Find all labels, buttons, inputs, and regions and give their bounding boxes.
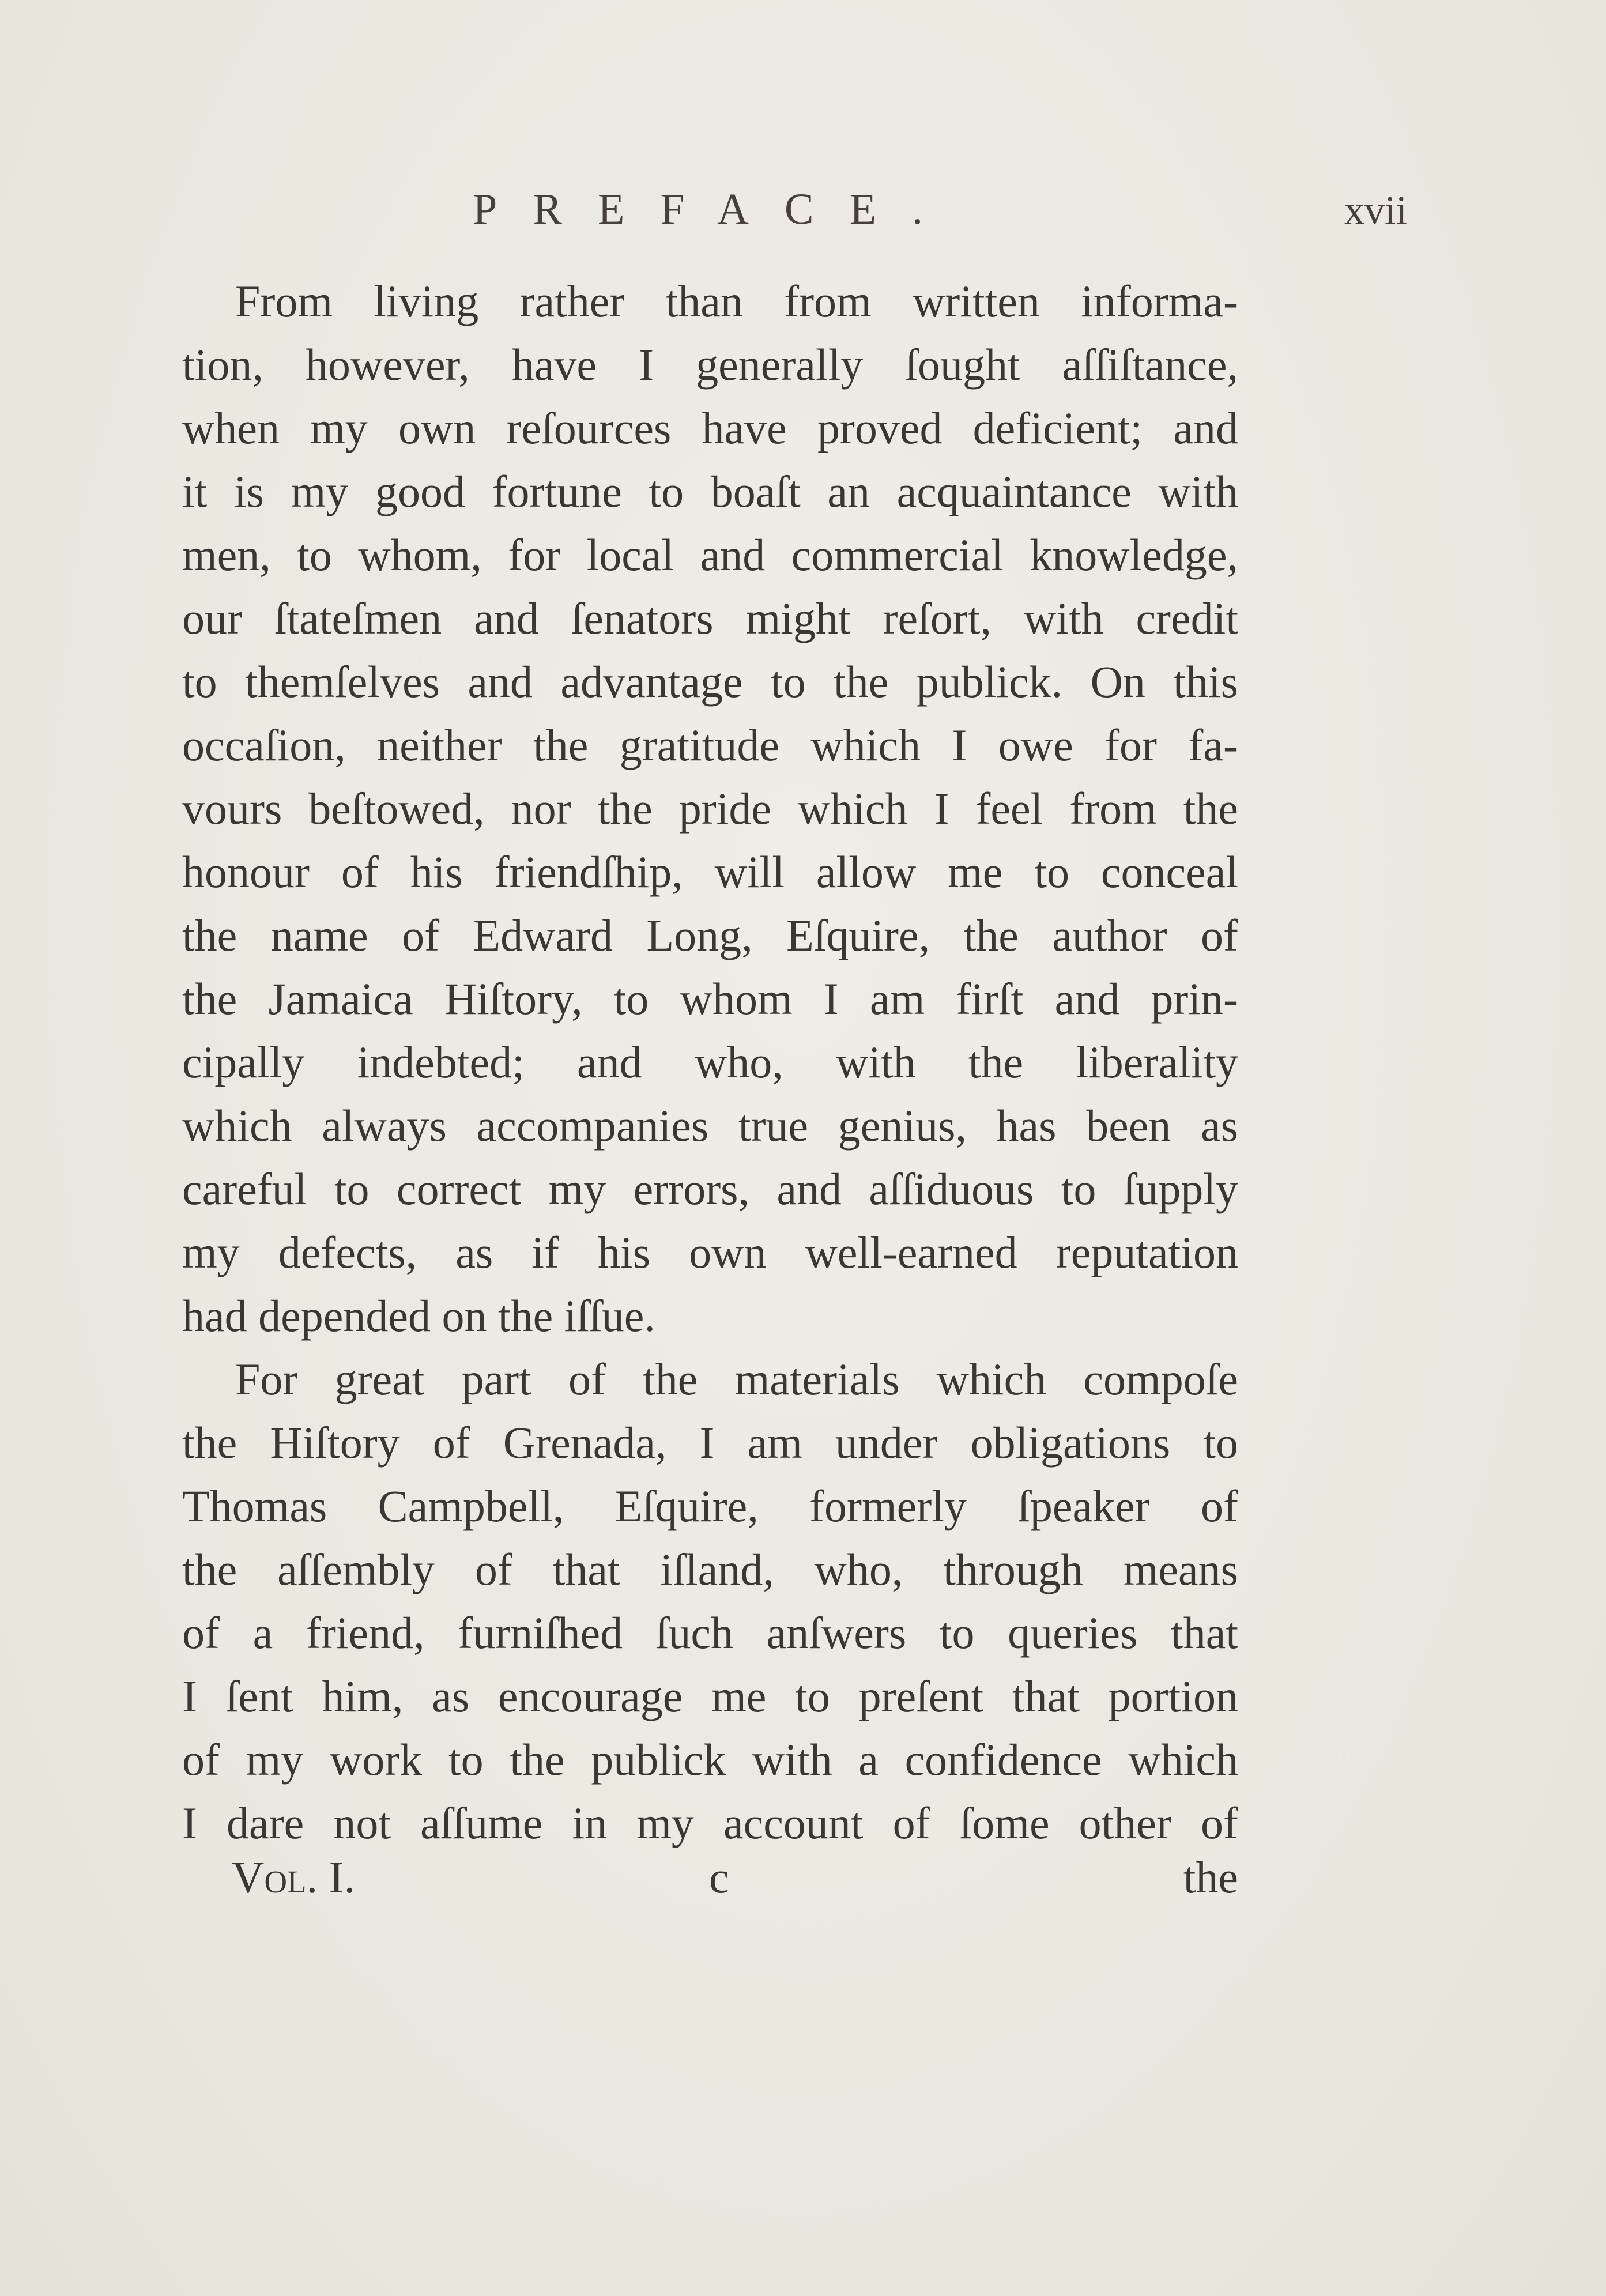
text-line: my defects, as if his own well-earned reputation: [182, 1227, 1238, 1277]
text-line: For great part of the materials which compoſe: [235, 1354, 1238, 1404]
text-line: the Hiſtory of Grenada, I am under obligations to: [182, 1417, 1238, 1468]
text-line: I ſent him, as encourage me to preſent that portion: [182, 1671, 1238, 1721]
text-line: tion, however, have I generally ſought aſſiſtance,: [182, 340, 1238, 390]
text-line: occaſion, neither the gratitude which I owe for fa-: [182, 720, 1238, 770]
text-line: men, to whom, for local and commercial knowledge,: [182, 530, 1238, 580]
text-line: it is my good fortune to boaſt an acquaintance with: [182, 466, 1238, 516]
text-line: vours beſtowed, nor the pride which I feel from the: [182, 783, 1238, 834]
catchword: the: [1183, 1852, 1238, 1902]
text-line: of a friend, furniſhed ſuch anſwers to queries that: [182, 1608, 1238, 1658]
text-line: From living rather than from written informa-: [235, 276, 1238, 326]
text-line: honour of his friendſhip, will allow me to conceal: [182, 847, 1238, 897]
page-number: xvii: [1344, 188, 1407, 233]
text-line: cipally indebted; and who, with the liberality: [182, 1037, 1238, 1087]
text-line: of my work to the publick with a confidence which: [182, 1735, 1238, 1785]
text-line: to themſelves and advantage to the publick. On this: [182, 657, 1238, 707]
running-head: [0, 184, 1606, 242]
text-line: our ſtateſmen and ſenators might reſort, with credit: [182, 593, 1238, 643]
text-line: which always accompanies true genius, has been as: [182, 1100, 1238, 1151]
text-line: the name of Edward Long, Eſquire, the author of: [182, 910, 1238, 960]
signature-mark: c: [709, 1852, 729, 1902]
text-line: the aſſembly of that iſland, who, through means: [182, 1544, 1238, 1594]
text-line: Thomas Campbell, Eſquire, formerly ſpeaker of: [182, 1481, 1238, 1531]
direction-line: [182, 1846, 1238, 1909]
text-line: had depended on the iſſue.: [182, 1291, 655, 1341]
volume-label: Vol. I.: [232, 1852, 356, 1902]
text-line: the Jamaica Hiſtory, to whom I am firſt and prin-: [182, 974, 1238, 1024]
text-line: when my own reſources have proved deficient; and: [182, 403, 1238, 453]
page-title: PREFACE.: [473, 185, 959, 233]
text-line: I dare not aſſume in my account of ſome other of: [182, 1798, 1238, 1848]
text-line: careful to correct my errors, and aſſiduous to ſupply: [182, 1164, 1238, 1214]
body-text: [182, 270, 1238, 1855]
